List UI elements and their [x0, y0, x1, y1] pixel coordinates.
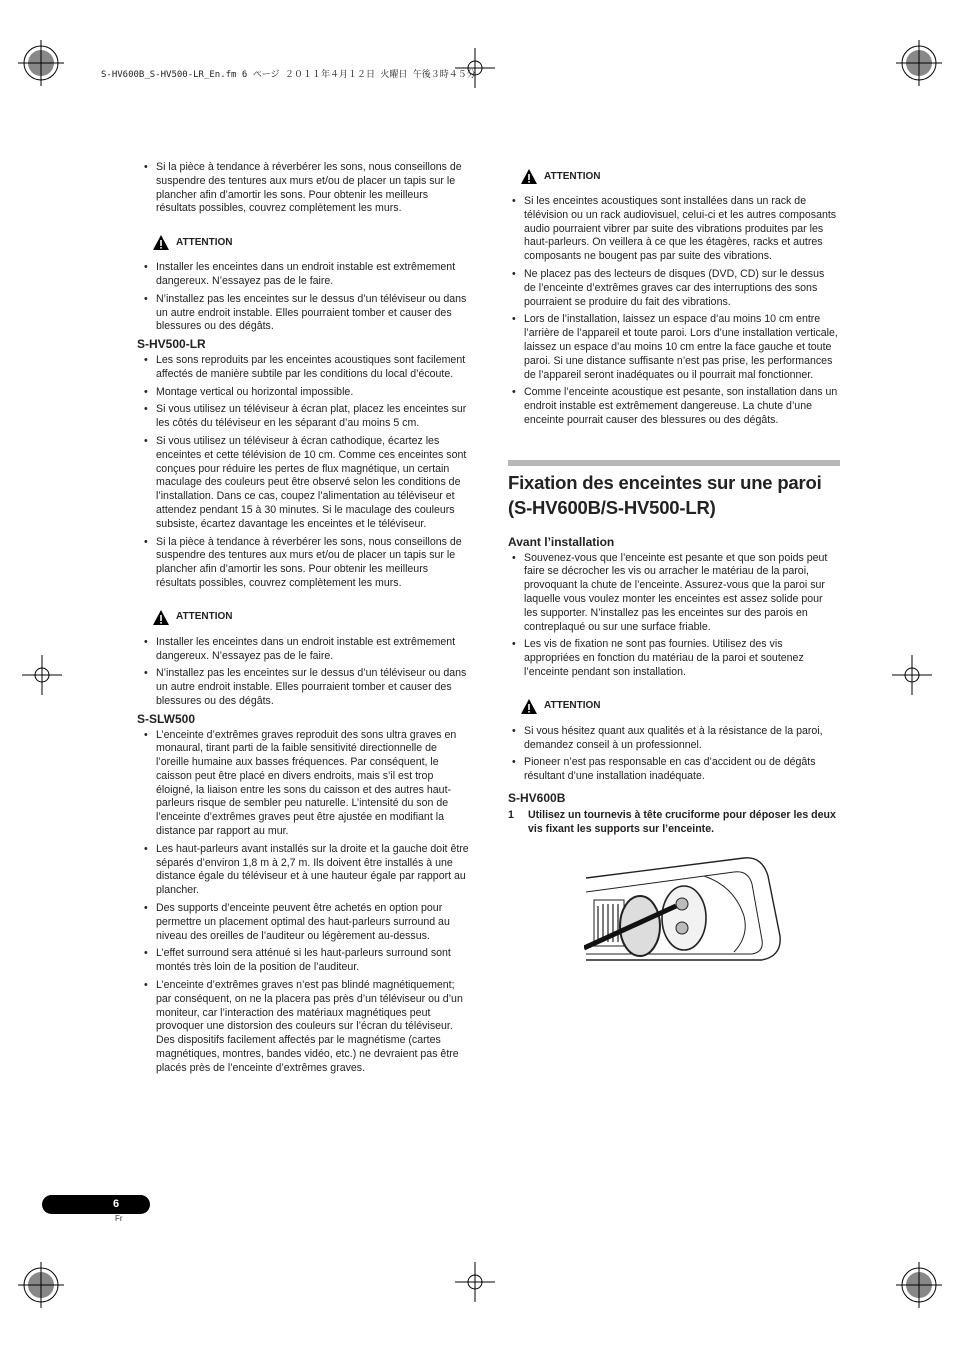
attention-label: ATTENTION [176, 236, 233, 248]
section-title: S-HV600B [508, 790, 566, 805]
page-number: 6 [113, 1198, 120, 1210]
list-item: • Montage vertical ou horizontal impossible. [140, 386, 470, 400]
file-header: S-HV600B_S-HV500-LR_En.fm 6 ページ ２０１１年４月１２日 火曜日 午後３時４５分 [101, 70, 476, 80]
page-title: Fixation des enceintes sur une paroi (S-HV600B/S-HV500-LR) [508, 471, 822, 518]
attention-header [520, 168, 838, 185]
registration-mark-bottom-right [896, 1262, 942, 1308]
registration-mark-bottom-left [18, 1262, 64, 1308]
list-item: • L’enceinte d’extrêmes graves n’est pas blindé magnétiquement; par conséquent, on ne la placera pas près d’un téléviseur ou d’un moniteur, car l’interaction des matériaux magnétiques peut provoquer une distorsion des couleurs sur l’écran du téléviseur. Des dispositifs facilement affectés par le magnétisme (cartes magnétiques, montres, bandes vidéo, etc.) ne devraient pas être placés près de l’enceinte d’extrêmes graves. [140, 979, 470, 1076]
attention-list [508, 195, 838, 428]
list-item: • Si les enceintes acoustiques sont installées dans un rack de télévision ou un rack audiovisuel, celui-ci et les autres composants audio pourraient vibrer par suite des vibrations produites par les haut-parleurs. On veillera à ce que les étagères, racks et autres composants ne bougent pas par suite des vibrations. [508, 195, 838, 264]
list-item: • Si vous utilisez un téléviseur à écran cathodique, écartez les enceintes et cette télévision de 10 cm. Comme ces enceintes sont conçues pour réduire les pertes de flux magnétique, un certain maculage des couleurs peut être observé selon les conditions de l’installation. Dans ce cas, coupez l’alimentation au téléviseur et attendez pendant 15 à 30 minutes. Si le maculage des couleurs subsiste, écartez davantage les enceintes et le téléviseur. [140, 435, 470, 532]
list-item: • Les sons reproduits par les enceintes acoustiques sont facilement affectés de manière subtile par les conditions du local d’écoute. [140, 354, 470, 382]
page-number-tab [42, 1195, 150, 1214]
registration-mark-top-left [18, 40, 64, 86]
page-language: Fr [115, 1214, 123, 1223]
list-item: • L’effet surround sera atténué si les haut-parleurs surround sont montés très loin de la position de l’auditeur. [140, 947, 470, 975]
list-item: • Installer les enceintes dans un endroit instable est extrêmement dangereux. N’essayez pas de le faire. [140, 636, 470, 664]
list-item: • Si vous utilisez un téléviseur à écran plat, placez les enceintes sur les côtés du téléviseur en les séparant d’au moins 5 cm. [140, 403, 470, 431]
attention-header [520, 698, 838, 715]
crosshair-mark-bottom-center [455, 1262, 495, 1302]
avant-list [508, 552, 838, 680]
step-text: Utilisez un tournevis à tête cruciforme pour déposer les deux vis fixant les supports sur l’enceinte. [528, 808, 836, 835]
list-item: • Les vis de fixation ne sont pas fournies. Utilisez des vis appropriées en fonction du matériau de la paroi et soutenez l’enceinte pendant son installation. [508, 638, 838, 679]
warning-icon [152, 234, 170, 251]
warning-icon [520, 168, 538, 185]
speaker-bracket-illustration [584, 856, 784, 966]
list-item: • Comme l’enceinte acoustique est pesante, son installation dans un endroit instable est extrêmement dangereuse. La chute d’une enceinte pourrait causer des blessures ou des dégâts. [508, 386, 838, 427]
crosshair-mark-top-center [455, 48, 495, 88]
attention-label: ATTENTION [176, 611, 233, 623]
right-column [508, 168, 838, 966]
heading-rule [508, 460, 840, 466]
section-title: S-SLW500 [137, 711, 196, 726]
list-item: • Si la pièce à tendance à réverbérer les sons, nous conseillons de suspendre des tentures aux murs et/ou de placer un tapis sur le plancher afin d’amortir les sons. Pour obtenir les meilleurs résultats possibles, couvrez complètement les murs. [140, 161, 470, 216]
slw500-list [140, 729, 470, 1076]
registration-mark-top-right [896, 40, 942, 86]
list-item: • Pioneer n’est pas responsable en cas d’accident ou de dégâts résultant d’une installation inadéquate. [508, 756, 838, 784]
list-item: • N’installez pas les enceintes sur le dessus d’un téléviseur ou dans un autre endroit instable. Elles pourraient tomber et causer des blessures ou des dégâts. [140, 293, 470, 334]
list-item: • Les haut-parleurs avant installés sur la droite et la gauche doit être séparés d’environ 1,8 m à 2,7 m. Ils doivent être installés à une distance égale du téléviseur et à une hauteur égale par rapport au plancher. [140, 843, 470, 898]
crosshair-mark-right-middle [892, 655, 932, 695]
list-item: • Ne placez pas des lecteurs de disques (DVD, CD) sur le dessus de l’enceinte d’extrêmes graves car des interruptions des sons pourraient se produire du fait des vibrations. [508, 268, 838, 309]
attention-list [508, 725, 838, 784]
list-item: • Si la pièce à tendance à réverbérer les sons, nous conseillons de suspendre des tentures aux murs et/ou de placer un tapis sur le plancher afin d’amortir les sons. Pour obtenir les meilleurs résultats possibles, couvrez complètement les murs. [140, 536, 470, 591]
list-item: • Souvenez-vous que l’enceinte est pesante et que son poids peut faire se décrocher les vis ou arracher le matériau de la paroi, provoquant la chute de l’enceinte. Assurez-vous que la paroi sur laquelle vous voulez monter les enceintes est assez solide pour les supporter. N’installez pas les enceintes sur des parois en contreplaqué ou sur une surface friable. [508, 552, 838, 635]
list-item: • Des supports d’enceinte peuvent être achetés en option pour permettre un placement optimal des haut-parleurs surround au niveau des oreilles de l’auditeur ou légèrement au-dessus. [140, 902, 470, 943]
left-column [137, 161, 470, 1080]
attention-label: ATTENTION [544, 170, 601, 182]
list-item: • Lors de l’installation, laissez un espace d’au moins 10 cm entre l’arrière de l’appareil et toute paroi. Lors d’une installation verticale, laissez un espace d’au moins 10 cm entre la face gauche et toute paroi. Si une distance suffisante n’est pas prise, les performances de l’appareil seront inadéquates ou il pourrait mal fonctionner. [508, 313, 838, 382]
attention-label: ATTENTION [544, 700, 601, 712]
step-1 [508, 808, 838, 836]
attention-header [152, 609, 470, 626]
list-item: • Installer les enceintes dans un endroit instable est extrêmement dangereux. N’essayez pas de le faire. [140, 261, 470, 289]
attention-list [140, 261, 470, 334]
section-title: S-HV500-LR [137, 337, 206, 352]
warning-icon [520, 698, 538, 715]
list-item: • N’installez pas les enceintes sur le dessus d’un téléviseur ou dans un autre endroit instable. Elles pourraient tomber et causer des blessures ou des dégâts. [140, 667, 470, 708]
section-title: Avant l’installation [508, 534, 615, 549]
intro-bullets [140, 161, 470, 216]
crosshair-mark-left-middle [22, 655, 62, 695]
warning-icon [152, 609, 170, 626]
list-item: • L’enceinte d’extrêmes graves reproduit des sons ultra graves en monaural, tirant parti de la faible sensitivité directionnelle de l’oreille humaine aux basses fréquences. Par conséquent, le caisson peut être placé en divers endroits, mais s’il est trop éloigné, la liaison entre les sons du caisson et des autres haut-parleurs risque de sembler peu naturelle. L’intensité du son de l’enceinte d’extrêmes graves peut être ajustée en modifiant la distance par rapport au mur. [140, 729, 470, 839]
attention-header [152, 234, 470, 251]
step-number: 1 [508, 808, 514, 821]
list-item: • Si vous hésitez quant aux qualités et à la résistance de la paroi, demandez conseil à un professionnel. [508, 725, 838, 753]
attention-list [140, 636, 470, 709]
hv500-list [140, 354, 470, 591]
